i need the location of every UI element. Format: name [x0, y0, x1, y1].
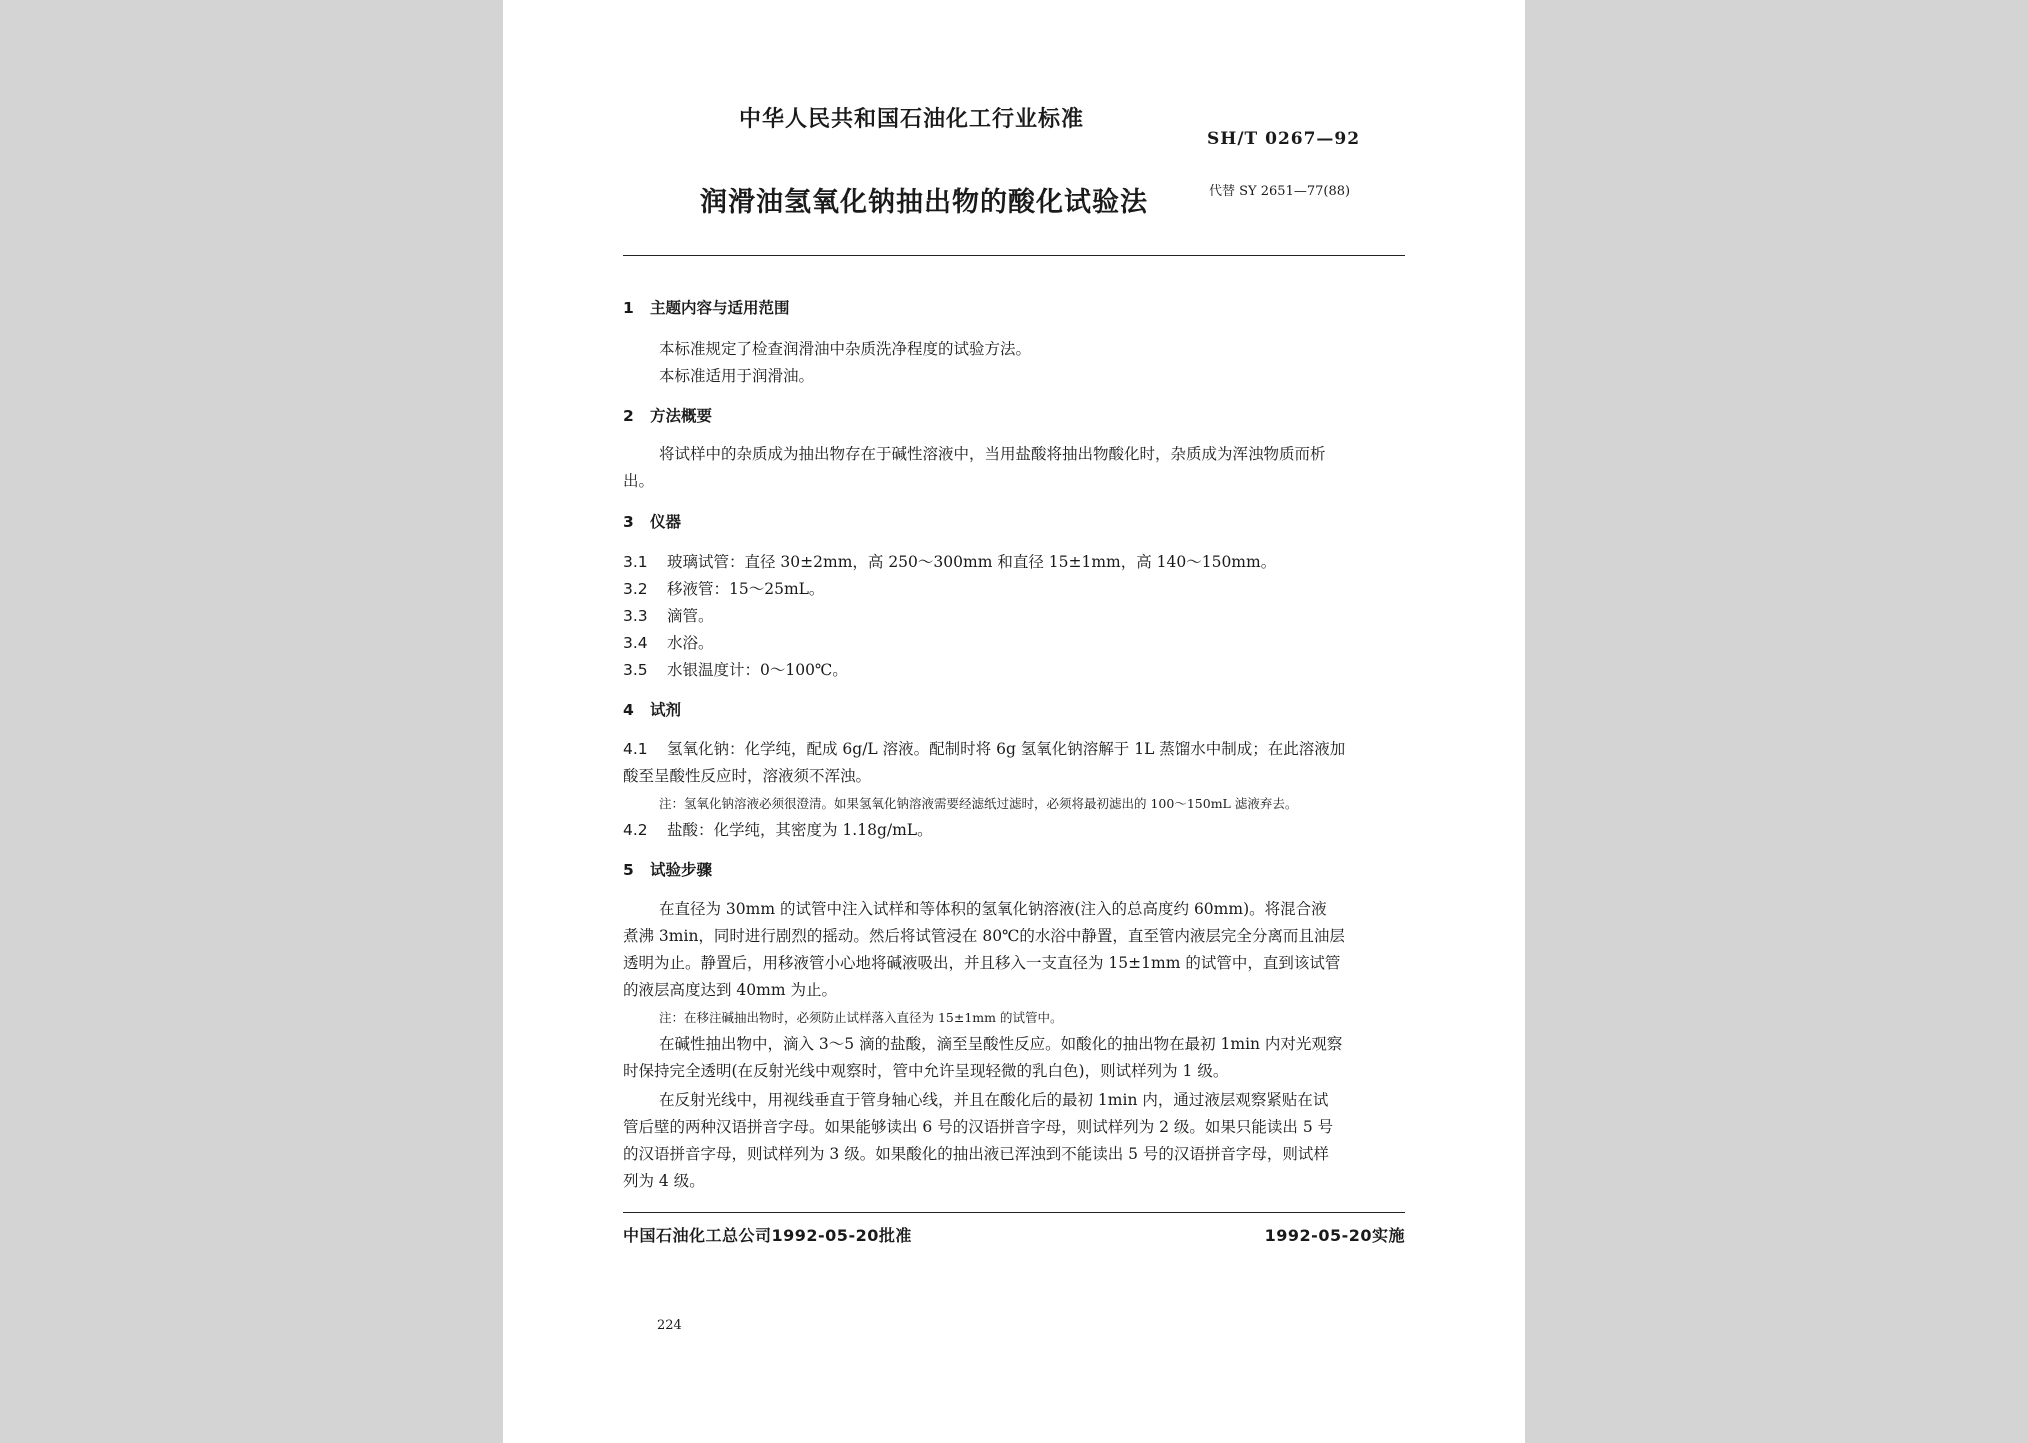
- procedure-line: 在直径为 30mm 的试管中注入试样和等体积的氢氧化钠溶液(注入的总高度约 60mm)。将混合液: [659, 900, 1327, 918]
- apparatus-item: 3.4 水浴。: [623, 634, 714, 652]
- document-title: 润滑油氢氧化钠抽出物的酸化试验法: [700, 187, 1148, 218]
- section-1-line: 本标准适用于润滑油。: [659, 367, 815, 385]
- procedure-line: 时保持完全透明(在反射光线中观察时，管中允许呈现轻微的乳白色)，则试样列为 1 级。: [623, 1062, 1229, 1080]
- section-2-heading: 2 方法概要: [623, 407, 713, 425]
- approval-statement: 中国石油化工总公司1992-05-20批准: [623, 1226, 912, 1245]
- reagent-item-continuation: 酸至呈酸性反应时，溶液须不浑浊。: [623, 767, 872, 785]
- issuing-body-title: 中华人民共和国石油化工行业标准: [739, 107, 1085, 132]
- procedure-line: 煮沸 3min，同时进行剧烈的摇动。然后将试管浸在 80℃的水浴中静置，直至管内液层完全分离而且油层: [623, 927, 1345, 945]
- procedure-line: 透明为止。静置后，用移液管小心地将碱液吸出，并且移入一支直径为 15±1mm 的试管中，直到该试管: [623, 954, 1341, 972]
- replaces-note: 代替 SY 2651—77(88): [1209, 184, 1351, 199]
- procedure-line: 列为 4 级。: [623, 1172, 705, 1190]
- apparatus-item: 3.2 移液管：15～25mL。: [623, 580, 825, 598]
- reagent-item: 4.2 盐酸：化学纯，其密度为 1.18g/mL。: [623, 821, 933, 839]
- implementation-date: 1992-05-20实施: [1264, 1226, 1405, 1245]
- procedure-line: 在反射光线中，用视线垂直于管身轴心线，并且在酸化后的最初 1min 内，通过液层观察紧贴在试: [659, 1091, 1329, 1109]
- section-4-heading: 4 试剂: [623, 701, 682, 719]
- header-divider: [623, 255, 1405, 256]
- section-2-line: 出。: [623, 472, 655, 490]
- procedure-line: 的液层高度达到 40mm 为止。: [623, 981, 837, 999]
- page-number: 224: [657, 1318, 682, 1333]
- section-5-heading: 5 试验步骤: [623, 861, 713, 879]
- section-1-line: 本标准规定了检查润滑油中杂质洗净程度的试验方法。: [659, 340, 1032, 358]
- reagent-note: 注：氢氧化钠溶液必须很澄清。如果氢氧化钠溶液需要经滤纸过滤时，必须将最初滤出的 100～150mL 滤液弃去。: [659, 796, 1298, 811]
- procedure-line: 管后壁的两种汉语拼音字母。如果能够读出 6 号的汉语拼音字母，则试样列为 2 级。如果只能读出 5 号: [623, 1118, 1334, 1136]
- apparatus-item: 3.1 玻璃试管：直径 30±2mm，高 250～300mm 和直径 15±1mm，高 140～150mm。: [623, 553, 1277, 571]
- procedure-line: 的汉语拼音字母，则试样列为 3 级。如果酸化的抽出液已浑浊到不能读出 5 号的汉语拼音字母，则试样: [623, 1145, 1329, 1163]
- document-page: [503, 0, 1525, 1443]
- reagent-item: 4.1 氢氧化钠：化学纯，配成 6g/L 溶液。配制时将 6g 氢氧化钠溶解于 1L 蒸馏水中制成；在此溶液加: [623, 740, 1346, 758]
- procedure-note: 注：在移注碱抽出物时，必须防止试样落入直径为 15±1mm 的试管中。: [659, 1010, 1063, 1025]
- apparatus-item: 3.3 滴管。: [623, 607, 714, 625]
- procedure-line: 在碱性抽出物中，滴入 3～5 滴的盐酸，滴至呈酸性反应。如酸化的抽出物在最初 1min 内对光观察: [659, 1035, 1343, 1053]
- footer-divider: [623, 1212, 1405, 1213]
- section-2-line: 将试样中的杂质成为抽出物存在于碱性溶液中，当用盐酸将抽出物酸化时，杂质成为浑浊物质而析: [659, 445, 1326, 463]
- section-1-heading: 1 主题内容与适用范围: [623, 299, 790, 317]
- section-3-heading: 3 仪器: [623, 513, 682, 531]
- standard-number: SH/T 0267—92: [1207, 129, 1361, 149]
- apparatus-item: 3.5 水银温度计：0～100℃。: [623, 661, 848, 679]
